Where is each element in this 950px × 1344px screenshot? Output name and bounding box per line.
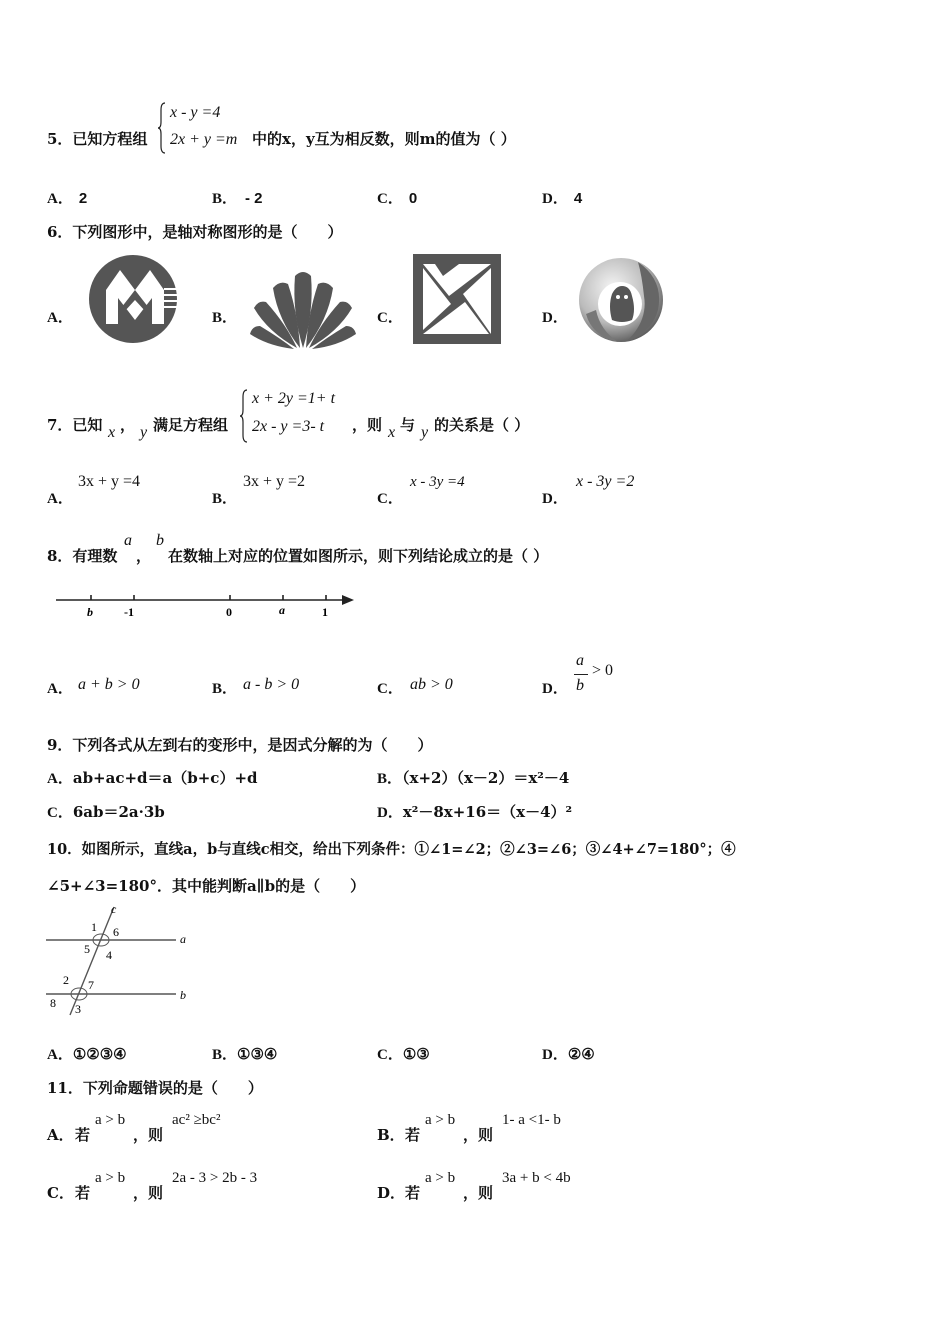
fraction-rest: > 0 xyxy=(592,662,614,679)
q7-prompt: 7．已知 xyxy=(47,416,103,434)
fig-label-5: 5 xyxy=(84,942,90,956)
q8-prompt: 8．有理数 xyxy=(47,547,118,565)
q6-option-d[interactable] xyxy=(542,306,568,327)
option-value: - 2 xyxy=(245,190,263,207)
axis-label-minus1: -1 xyxy=(124,605,134,619)
fig-label-8: 8 xyxy=(50,996,56,1010)
q5-prompt: 5．已知方程组 xyxy=(47,130,148,148)
option-condition: a > b xyxy=(425,1112,456,1128)
q6-option-b[interactable] xyxy=(212,306,237,327)
q7-option-d-label: D． xyxy=(542,491,568,507)
option-label: B． xyxy=(212,191,238,207)
q8-option-d-label: D． xyxy=(542,681,568,697)
q10-prompt-line2: ∠5+∠3=180°．其中能判断a∥b的是（ ） xyxy=(47,877,366,895)
q5-equation-system xyxy=(158,102,258,154)
option-value: 6ab＝2a·3b xyxy=(72,803,165,821)
fraction-bar xyxy=(574,674,588,675)
parallel-lines-figure xyxy=(44,903,194,1017)
option-label: D． xyxy=(542,191,568,207)
option-label: C． xyxy=(47,1184,74,1202)
q7-prompt-4: 与 xyxy=(400,416,416,434)
fig-label-2: 2 xyxy=(63,973,69,987)
option-value: x²－8x+16＝（x－4）² xyxy=(402,803,573,821)
option-then: ，则 xyxy=(463,1184,494,1202)
penguin-logo-icon xyxy=(578,254,664,346)
fig-label-6: 6 xyxy=(113,925,119,939)
option-ruo: 若 xyxy=(405,1126,421,1144)
q9-option-b[interactable] xyxy=(377,767,569,788)
q7-option-c-label: C． xyxy=(377,491,403,507)
option-ruo: 若 xyxy=(405,1184,421,1202)
option-label: A． xyxy=(47,771,73,787)
fig-label-b: b xyxy=(180,988,186,1002)
q11-prompt: 11．下列命题错误的是（ ） xyxy=(47,1079,263,1097)
q6-option-a[interactable] xyxy=(47,306,73,327)
option-ruo: 若 xyxy=(75,1184,91,1202)
q7-eq2: 2x - y =3- t xyxy=(252,418,325,435)
q7-var-x: x xyxy=(108,424,116,441)
fig-label-a: a xyxy=(180,932,186,946)
q10-option-a[interactable] xyxy=(47,1043,127,1064)
axis-label-a: a xyxy=(279,603,285,617)
q5-option-a[interactable] xyxy=(47,187,87,208)
q9-option-d[interactable] xyxy=(377,801,572,822)
option-label: A． xyxy=(47,310,73,326)
q9-option-c[interactable] xyxy=(47,801,165,822)
fig-label-7: 7 xyxy=(88,978,94,992)
q5-option-c[interactable] xyxy=(377,187,417,208)
q5-suffix: 中的x，y互为相反数，则m的值为（ ） xyxy=(252,130,516,148)
q6-prompt: 6．下列图形中，是轴对称图形的是（ ） xyxy=(47,223,343,241)
option-value: ①③ xyxy=(402,1045,430,1063)
option-label: D． xyxy=(542,310,568,326)
option-label: D． xyxy=(377,805,403,821)
q7-prompt-3: ，则 xyxy=(352,416,383,434)
q8-comma: ， xyxy=(136,547,152,565)
q8-var-a: a xyxy=(124,532,132,549)
option-label: B． xyxy=(377,1126,405,1144)
q7-option-d[interactable]: x - 3y =2 xyxy=(576,473,635,490)
q7-option-b-label: B． xyxy=(212,491,238,507)
option-label: C． xyxy=(377,191,403,207)
option-condition: a > b xyxy=(95,1112,126,1128)
fraction-numerator: a xyxy=(576,652,584,669)
option-result: 1- a <1- b xyxy=(502,1112,561,1128)
axis-label-1: 1 xyxy=(322,605,328,619)
option-then: ，则 xyxy=(133,1126,164,1144)
q7-option-a[interactable]: 3x + y =4 xyxy=(78,473,141,490)
option-label: C． xyxy=(377,1047,403,1063)
q8-option-c[interactable]: ab > 0 xyxy=(410,676,453,693)
q7-eq1: x + 2y =1+ t xyxy=(252,390,336,407)
q7-comma: ， xyxy=(120,416,136,434)
q7-prompt-5: 的关系是（ ） xyxy=(434,416,530,434)
q8-option-a[interactable]: a + b > 0 xyxy=(78,676,140,693)
q7-var-y: y xyxy=(140,424,148,441)
q7-equation-system xyxy=(240,389,360,443)
option-value: ①②③④ xyxy=(72,1045,127,1063)
fraction-denominator: b xyxy=(576,677,584,694)
q6-option-c[interactable] xyxy=(377,306,403,327)
q5-eq2: 2x + y =m xyxy=(170,131,238,148)
q8-prompt-2: 在数轴上对应的位置如图所示，则下列结论成立的是（ ） xyxy=(168,547,549,565)
q10-option-b[interactable] xyxy=(212,1043,277,1064)
fig-label-4: 4 xyxy=(106,948,112,962)
option-label: B． xyxy=(377,771,403,787)
q8-option-b-label: B． xyxy=(212,681,238,697)
q11-option-d[interactable] xyxy=(377,1168,677,1204)
q8-option-d[interactable] xyxy=(574,652,624,698)
q7-option-b[interactable]: 3x + y =2 xyxy=(243,473,306,490)
q11-option-c[interactable] xyxy=(47,1168,347,1204)
fig-label-3: 3 xyxy=(75,1002,81,1016)
q5-option-d[interactable] xyxy=(542,187,582,208)
brace-icon xyxy=(158,102,166,154)
option-label: A． xyxy=(47,191,73,207)
option-then: ，则 xyxy=(133,1184,164,1202)
option-label: C． xyxy=(377,310,403,326)
q9-prompt: 9．下列各式从左到右的变形中，是因式分解的为（ ） xyxy=(47,736,433,754)
brace-icon xyxy=(240,389,248,443)
option-value: 4 xyxy=(573,190,583,207)
flower-logo-icon xyxy=(248,262,358,350)
q7-option-c[interactable]: x - 3y =4 xyxy=(410,474,465,490)
q10-prompt-line1: 10．如图所示，直线a，b与直线c相交，给出下列条件：①∠1=∠2；②∠3=∠6；③∠4+∠7=180°；④ xyxy=(47,841,736,858)
option-label: A． xyxy=(47,1047,73,1063)
option-value: ab+ac+d＝a（b+c）+d xyxy=(72,769,258,787)
option-value: （x+2）（x－2）＝x²－4 xyxy=(402,769,570,787)
fig-label-c: c xyxy=(111,903,117,916)
q7-prompt-2: 满足方程组 xyxy=(153,416,229,434)
option-condition: a > b xyxy=(95,1170,126,1186)
axis-label-0: 0 xyxy=(226,605,232,619)
option-value: ②④ xyxy=(567,1045,595,1063)
q5-option-b[interactable] xyxy=(212,187,263,208)
q7-var-x2: x xyxy=(388,424,396,441)
option-result: 3a + b < 4b xyxy=(502,1170,571,1186)
option-condition: a > b xyxy=(425,1170,456,1186)
q9-option-a[interactable] xyxy=(47,767,258,788)
q8-option-a-label: A． xyxy=(47,681,73,697)
q10-option-c[interactable] xyxy=(377,1043,430,1064)
option-value: 0 xyxy=(408,190,418,207)
option-result: ac² ≥bc² xyxy=(172,1112,221,1128)
q8-option-b[interactable]: a - b > 0 xyxy=(243,676,300,693)
bank-logo-icon xyxy=(86,254,184,344)
q7-var-y2: y xyxy=(421,424,429,441)
option-then: ，则 xyxy=(463,1126,494,1144)
option-label: C． xyxy=(47,805,73,821)
option-value: 2 xyxy=(78,190,88,207)
q5-eq1: x - y =4 xyxy=(170,104,221,121)
option-value: ①③④ xyxy=(237,1045,278,1063)
axis-label-b: b xyxy=(87,605,93,619)
option-label: A． xyxy=(47,1126,74,1144)
square-pattern-icon xyxy=(413,254,501,344)
q7-option-a-label: A． xyxy=(47,491,73,507)
option-label: B． xyxy=(212,310,238,326)
option-label: D． xyxy=(377,1184,406,1202)
q10-option-d[interactable] xyxy=(542,1043,595,1064)
option-ruo: 若 xyxy=(75,1126,91,1144)
q11-option-b[interactable] xyxy=(377,1110,677,1146)
q8-option-c-label: C． xyxy=(377,681,403,697)
fig-label-1: 1 xyxy=(91,920,97,934)
option-label: D． xyxy=(542,1047,568,1063)
option-result: 2a - 3 > 2b - 3 xyxy=(172,1170,258,1186)
number-line xyxy=(50,590,360,620)
q8-var-b: b xyxy=(156,532,164,549)
q11-option-a[interactable] xyxy=(47,1110,347,1146)
option-label: B． xyxy=(212,1047,238,1063)
